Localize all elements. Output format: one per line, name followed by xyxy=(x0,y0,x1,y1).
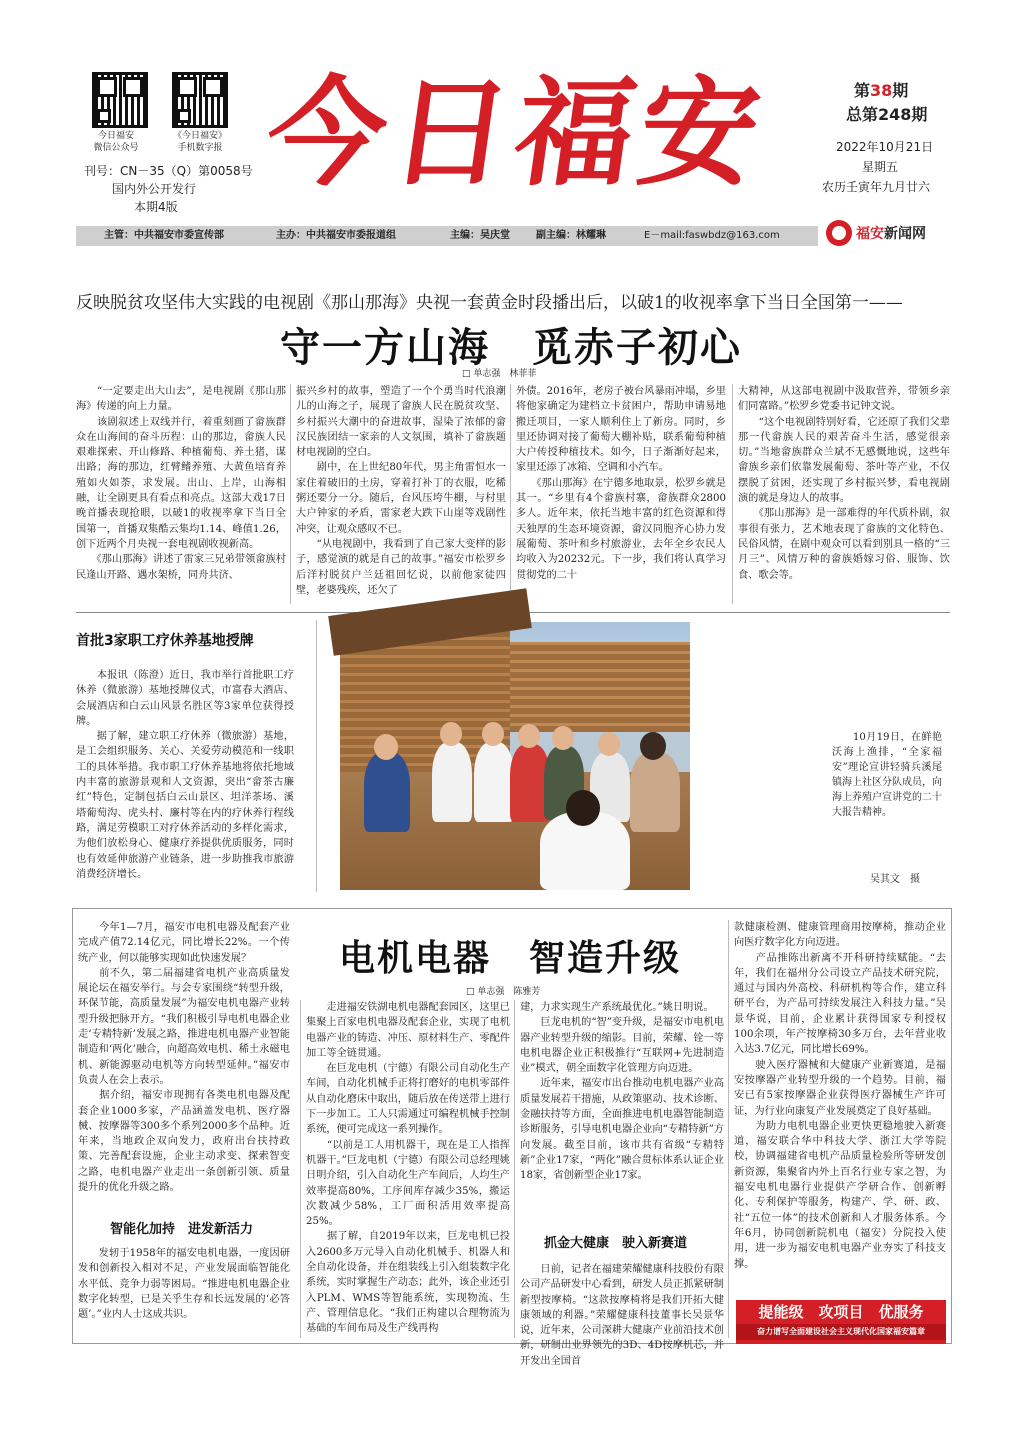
total-issue: 总第248期 xyxy=(846,105,928,124)
email[interactable]: E－mail:faswbdz@163.com xyxy=(644,230,780,241)
column-divider xyxy=(510,384,511,604)
distribution: 国内外公开发行 xyxy=(112,182,197,196)
sponsor: 主管：中共福安市委宣传部 xyxy=(104,230,224,241)
column-divider xyxy=(732,384,733,604)
issue-date: 2022年10月21日 xyxy=(836,140,934,154)
qr2-caption: 《今日福安》 手机数字报 xyxy=(172,131,227,153)
lead-byline: □ 单志强 林菲菲 xyxy=(462,369,537,379)
second-subhead-2: 抓金大健康 驶入新赛道 xyxy=(544,1236,688,1251)
editor: 主编：吴庆堂 xyxy=(450,230,510,241)
column-divider xyxy=(728,920,729,1338)
slogan-banner xyxy=(736,1300,946,1344)
slogan-line-2: 奋力谱写全面建设社会主义现代化国家福安篇章 xyxy=(736,1324,946,1340)
qr1-caption: 今日福安 微信公众号 xyxy=(93,131,139,153)
lead-column-4: 大精神，从这部电视剧中汲取营养，带领乡亲们同富路。”松罗乡党委书记钟文说。 “这个电视剧特别好看，它还原了我们父辈那一代畲族人民的艰苦奋斗生活，感觉很亲切。”当地畲族群众兰斌不无感慨地说，这些年畲族乡亲们依靠发展葡萄、茶叶等产业，不仅摆脱了贫困，还实现了乡村振兴梦，看电视剧演的就是身边人的故事。 《那山那海》是一部难得的年代质朴剧，叙事很有张力，艺术地表现了畲族的文化特色、民俗风情，在剧中观众可以看到别具一格的“三月三”、风情万种的畲族婚嫁习俗、服饰、饮食、歌会等。 xyxy=(738,386,950,581)
masthead-logo: 今日福安 xyxy=(258,63,774,202)
second-subhead-1: 智能化加持 进发新活力 xyxy=(110,1222,254,1237)
lead-headline: 守一方山海 觅赤子初心 xyxy=(280,325,742,371)
photo-credit: 吴其文 摄 xyxy=(870,874,920,885)
second-column-3: 建，力求实现生产系统最优化。”姚日明说。 巨龙电机的“智”变升级，是福安市电机电器产业转型升级的缩影。目前，荣耀、铨一等电机电器企业正积极推行“互联网+先进制造业”模式，朝全面数字化管理方向迈进。 近年来，福安市出台推动电机电器产业高质量发展若干措施，从政策驱动、技术诊断、金融扶持等方面，全面推进电机电器智能制造诊断服务，引导电机电器企业向“专精特新”方向发展。截至目前，该市共有省级“专精特新”企业17家，“两化”融合贯标体系认证企业18家，省创新型企业17家。 xyxy=(520,1002,724,1182)
second-byline: □ 单志强 陈雅芳 xyxy=(466,987,541,997)
deputy-editor: 副主编：林耀琳 xyxy=(536,230,606,241)
issue-weekday: 星期五 xyxy=(862,160,899,174)
second-column-1b: 发轫于1958年的福安电机电器，一度因研发和创新投入相对不足，产业发展面临智能化水平低、竞争力弱等困局。“推进电机电器企业数字化转型，已是关乎生存和长远发展的‘必答题’。”业内人士这成共识。 xyxy=(78,1248,290,1321)
side-story-body: 本报讯（陈澄）近日，我市举行首批职工疗休养（微旅游）基地授牌仪式，市富春大酒店、会展酒店和白云山风景名胜区等3家单位获得授牌。 据了解，建立职工疗休养（微旅游）基地，是工会组织服务、关心、关爱劳动模范和一线职工的具体举措。我市职工疗休养基地将依托地域内丰富的旅游景观和人文资源，突出“畲茶古廉红”特色，定制包括白云山景区、坦洋茶场、溪塔葡萄沟、虎头村、廉村等在内的疗休养行程线路，满足劳模职工对疗休养活动的多样化需求，为他们放松身心、健康疗养提供优质服务，同时也有效延伸旅游产业链条，进一步助推我市旅游消费经济增长。 xyxy=(76,670,294,880)
second-column-1: 今年1—7月，福安市电机电器及配套产业完成产值72.14亿元，同比增长22%。一个传统产业，何以能够实现如此快速发展？ 前不久，第二届福建省电机产业高质量发展论坛在福安举行。与会专家围绕“转型升级，环保节能，高质量发展”为福安电机电器产业转型升级把脉开方。“我们积极引导电机电器企业走‘专精特新’发展之路，推进电机电器产业智能制造和‘两化’融合，向超高效电机、稀土永磁电机、新能源驱动电机等方向转型延伸。”福安市负责人在会上表示。 据介绍，福安市现拥有各类电机电器及配套企业1000多家，产品涵盖发电机、医疗器械、按摩器等300多个系列2000多个品种。近年来，当地政企双向发力，政府出台扶持政策、完善配套设施，企业主动求变、探索智变之路，电机电器产业走出一条创新引领、质量提升的优化升级之路。 xyxy=(78,922,290,1194)
lead-kicker: 反映脱贫攻坚伟大实践的电视剧《那山那海》央视一套黄金时段播出后，以破1的收视率拿下当日全国第一—— xyxy=(76,293,903,313)
second-column-4: 款健康检测、健康管理商用按摩椅，推动企业向医疗数字化方向迈进。 产品推陈出新离不开科研持续赋能。“去年，我们在福州分公司设立产品技术研究院，通过与国内外高校、科研机构等合作，建立科研平台，为产品可持续发展注入科技力量。”吴景华说，目前，企业累计获得国家专利授权100余项，年产按摩椅30多万台，去年营业收入达3.7亿元，同比增长69%。 驶入医疗器械和大健康产业新赛道，是福安按摩器产业转型升级的一个趋势。目前，福安已有5家按摩器企业获得医疗器械生产许可证，为行业向康复产业发展奠定了良好基础。 为助力电机电器企业更快更稳地驶入新赛道，福安联合华中科技大学、浙江大学等院校，协调福建省电机产品质量检验所等研发创新资源，集聚省内外上百名行业专家之智，为福安电机电器行业提供产学研合作、创新孵化、专利保护等服务，构建产、学、研、政、社“五位一体”的技术创新和人才服务体系。今年6月，协同创新院机电（福安）分院投入使用，进一步为福安电机电器产业夯实了科技支撑。 xyxy=(734,922,946,1270)
info-bar xyxy=(76,226,818,246)
second-column-2: 走进福安铁湖电机电器配套园区，这里已集聚上百家电机电器及配套企业，实现了电机电器产业的铸造、冲压、原材料生产、零配件加工等全链贯通。 在巨龙电机（宁德）有限公司自动化生产车间，自动化机械手正将打磨好的电机零部件从自动化磨床中取出，随后放在传送带上进行下一步加工。工人只需通过可编程机械手控制系统，便可完成这一系列操作。 “以前是工人用机器干，现在是工人指挥机器干。”巨龙电机（宁德）有限公司总经理姚日明介绍，引入自动化生产车间后，人均生产效率提高80%，工序间库存减少35%，搬运次数减少58%，工厂面积活用效率提高25%。 据了解，自2019年以来，巨龙电机已投入2600多万元导入自动化机械手、机器人和全自动化设备，并在组装线上引入组装数字化系统，实时掌握生产动态；此外，该企业还引入PLM、WMS等智能系统，实现物流、生产、管理信息化。“我们正构建以合理物流为基础的车间布局及生产线再构 xyxy=(306,1002,510,1335)
lead-column-2: 振兴乡村的故事，塑造了一个个勇当时代浪潮儿的山海之子，展现了畲族人民在脱贫攻坚、乡村振兴大潮中的奋进故事，湿染了浓郁的畲汉民族团结一家亲的人文氛围，填补了畲族题材电视剧的空白。 剧中，在上世纪80年代，男主角雷恒水一家住着破旧的土房，穿着打补丁的衣服，吃稀粥还要分一分。随后，台风压垮牛棚，与村里大户钟家的矛盾，雷家老大跌下山崖等戏剧性冲突，让观众感叹不已。 “从电视剧中，我看到了自己家大变样的影子，感觉演的就是自己的故事。”福安市松罗乡后洋村脱贫户兰廷祖回忆说，以前他家徒四壁，老婆残疾，还欠了 xyxy=(296,386,506,596)
page-count: 本期4版 xyxy=(134,200,178,214)
lead-column-3: 外债。2016年，老房子被台风暴雨冲塌，乡里将他家确定为建档立卡贫困户，帮助申请易地搬迁项目，一家人顺利住上了新房。同时，乡里还协调对接了葡萄大棚补贴，联系葡萄种植大户传授种植技术。如今，日子渐渐好起来，家里还添了冰箱、空调和小汽车。 《那山那海》在宁德多地取景，松罗乡就是其一。“乡里有4个畲族村寨，畲族群众2800多人。近年来，依托当地丰富的红色资源和得天独厚的生态环境资源，畲汉同胞齐心协力发展葡萄、茶叶和乡村旅游业，去年全乡农民人均收入为20232元。下一步，我们将认真学习贯彻党的二十 xyxy=(516,386,726,581)
lunar-date: 农历壬寅年九月廿六 xyxy=(822,180,931,194)
news-photo[interactable] xyxy=(340,622,690,890)
issue-number: 第38期 xyxy=(854,81,909,100)
side-story-headline: 首批3家职工疗休养基地授牌 xyxy=(76,633,254,649)
column-divider xyxy=(514,1000,515,1338)
mobile-paper-qr-code[interactable] xyxy=(172,72,228,128)
brand-text: 福安新闻网 xyxy=(856,226,926,242)
photo-caption: 10月19日，在鲜艳沃海上渔排，“全家福安”理论宣讲轻骑兵溪尾镇海上社区分队成员，向海上养殖户宣讲党的二十大报告精神。 xyxy=(832,732,942,818)
column-divider xyxy=(300,1000,301,1338)
lead-column-1: “一定要走出大山去”，是电视剧《那山那海》传递的向上力量。 该剧叙述上双线并行，着重刻画了畲族群众在山海间的奋斗历程：山的那边，畲族人民艰难探索、开山修路、种植葡萄、养土猪，谋出路；海的那边，红臂鳍养殖、大黄鱼培育养殖如火如荼，求发展。出山、上岸，山海相融，让全剧更具有看点和亮点。这部大戏17日晚首播表现抢眼，以破1的收视率拿下当日全国第一，首播双集酷云集均1.14、峰值1.26，创下近两个月央视一套电视剧收视新高。 《那山那海》讲述了雷家三兄弟带领畲族村民逢山开路、遇水架桥，同舟共济、 xyxy=(76,386,286,581)
slogan-line-1: 提能级 攻项目 优服务 xyxy=(758,1303,924,1321)
wechat-qr-code[interactable] xyxy=(92,72,148,128)
publication-number: 刊号：CN－35（Q）第0058号 xyxy=(84,164,253,178)
second-headline: 电机电器 智造升级 xyxy=(338,938,681,979)
column-divider xyxy=(316,620,317,892)
news-site-brand[interactable] xyxy=(826,218,976,248)
brand-logo-icon xyxy=(826,220,852,246)
host: 主办：中共福安市委报道组 xyxy=(276,230,396,241)
second-column-3b: 日前，记者在福建荣耀健康科技股份有限公司产品研发中心看到，研发人员正抓紧研制新型按摩椅。“这款按摩椅将是我们开拓大健康领域的利器。”荣耀健康科技董事长吴景华说，近年来，公司深耕大健康产业前沿技术创新，研制出业界领先的3D、4D按摩机芯，并开发出全国首 xyxy=(520,1264,724,1367)
column-divider xyxy=(290,384,291,604)
